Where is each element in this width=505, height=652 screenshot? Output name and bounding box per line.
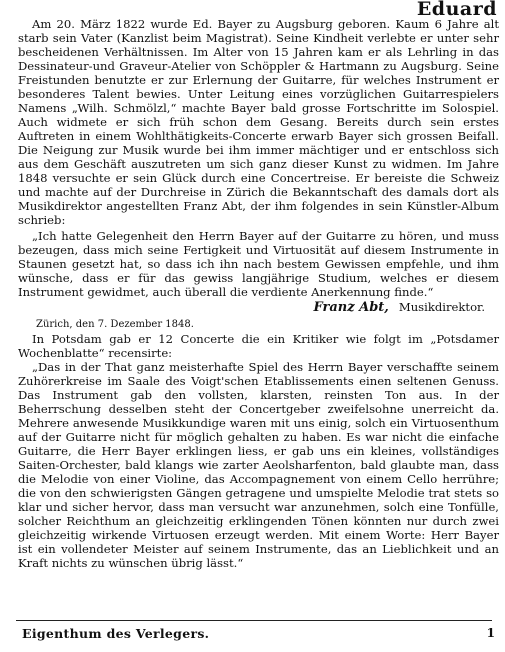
publisher-note: Eigenthum des Verlegers. — [22, 626, 210, 641]
abt-quote: „Ich hatte Gelegenheit den Herrn Bayer auf der Guitarre zu hören, und muss bezeugen, dass mich seine Fertigkeit und Virtuosität auf diesem Instrumente in Staunen gesetzt hat, so dass ich ihn nach bestem Gewissen empfehle, und ihm wünsche, dass er für das gewiss langjährige Studium, welches er diesem Instrument gewidmet, auch überall die verdiente Anerkennung finde.“ — [18, 229, 499, 299]
page-number: 1 — [486, 626, 495, 640]
signature-title: Musikdirektor. — [398, 300, 485, 314]
signature-name: Franz Abt, — [313, 300, 389, 315]
header-name: Eduard — [416, 0, 497, 20]
place-date: Zürich, den 7. Dezember 1848. — [36, 319, 194, 330]
potsdam-paragraph: In Potsdam gab er 12 Concerte die ein Kritiker wie folgt im „Potsdamer Wochenblatte“ recensirte: — [18, 332, 499, 360]
signature-line — [18, 300, 499, 315]
main-text — [18, 17, 499, 570]
footer-divider — [16, 620, 492, 621]
biography-paragraph: Am 20. März 1822 wurde Ed. Bayer zu Augsburg geboren. Kaum 6 Jahre alt starb sein Vater (Kanzlist beim Magistrat). Seine Kindheit verlebte er unter sehr bescheidenen Verhältnissen. Im Alter von 15 Jahren kam er als Lehrling in das Dessinateur-und Graveur-Atelier von Schöppler & Hartmann zu Augsburg. Seine Freistunden benutzte er zur Erlernung der Guitarre, für welches Instrument er besonderes Talent bewies. Unter Leitung eines vorzüglichen Guitarrespielers Namens „Wilh. Schmölzl,“ machte Bayer bald grosse Fortschritte im Solospiel. Auch widmete er sich früh schon dem Gesang. Bereits durch sein erstes Auftreten in einem Wohlthätigkeits-Concerte erwarb Bayer sich grossen Beifall. Die Neigung zur Musik wurde bei ihm immer mächtiger und er entschloss sich aus dem Geschäft auszutreten um sich ganz dieser Kunst zu widmen. Im Jahre 1848 versuchte er sein Glück durch eine Concertreise. Er bereiste die Schweiz und machte auf der Durchreise in Zürich die Bekanntschaft des damals dort als Musikdirektor angestellten Franz Abt, der ihm folgendes in sein Künstler-Album schrieb: — [18, 17, 499, 227]
critic-quote: „Das in der That ganz meisterhafte Spiel des Herrn Bayer verschaffte seinem Zuhörerkreise im Saale des Voigt'schen Etablissements einen seltenen Genuss. Das Instrument gab den vollsten, klarsten, reinsten Ton aus. In der Beherrschung desselben steht der Concertgeber zweifelsohne unerreicht da. Mehrere anwesende Musikkundige waren mit uns einig, solch ein Virtuosenthum auf der Guitarre nicht für möglich gehalten zu haben. Es war nicht die einfache Guitarre, die Herr Bayer erklingen liess, er gab uns ein kleines, vollständiges Saiten-Orchester, bald klangs wie zarter Aeolsharfenton, bald glaubte man, dass die Melodie von einer Violine, das Accompagnement von einem Cello herrühre; die von den schwierigsten Gängen getragene und umspielte Melodie trat stets so klar und sicher hervor, dass man versucht war anzunehmen, solch eine Tonfülle, solcher Reichthum an gleichzeitig erklingenden Tönen könnten nur durch zwei gleichzeitig wirkende Virtuosen erzeugt werden. Mit einem Worte: Herr Bayer ist ein vollendeter Meister auf seinem Instrumente, das an Lieblichkeit und an Kraft nichts zu wünschen übrig lässt.“ — [18, 360, 499, 570]
